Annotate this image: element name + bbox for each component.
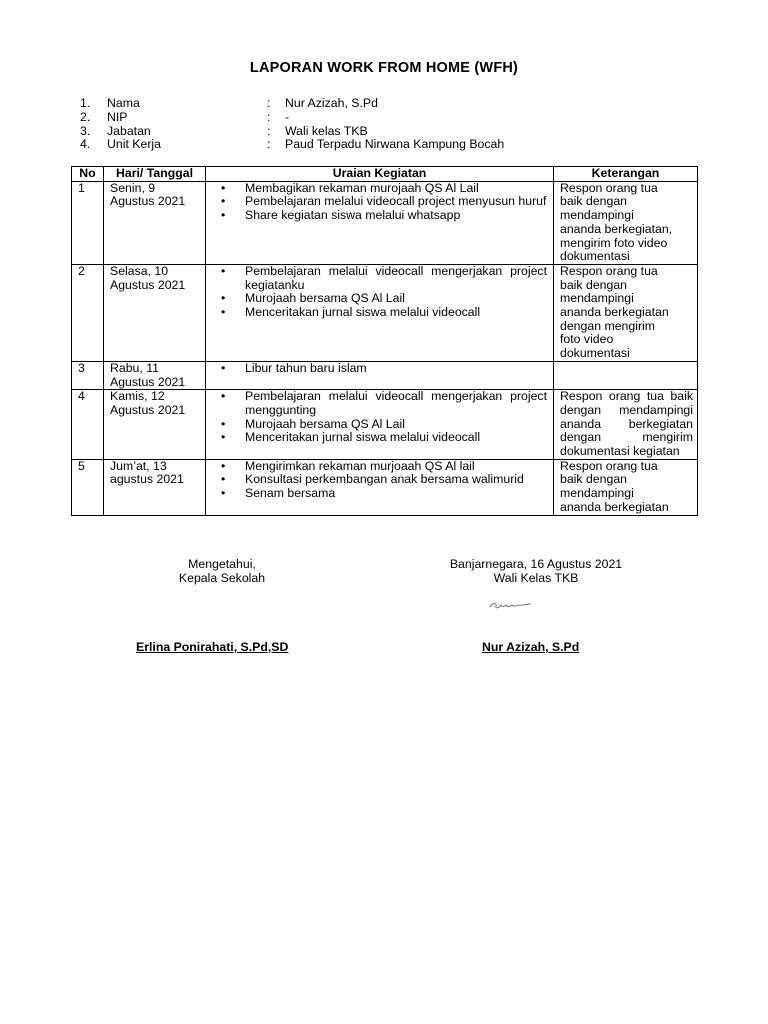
list-item: • Membagikan rekaman murojaah QS Al Lail bbox=[212, 182, 549, 196]
note-line: baik dengan bbox=[560, 472, 628, 487]
date-line: Agustus 2021 bbox=[110, 277, 186, 292]
identity-row-position bbox=[80, 125, 680, 139]
headmaster-title: Kepala Sekolah bbox=[178, 571, 266, 585]
row-day-date bbox=[104, 264, 206, 361]
list-item: • Libur tahun baru islam bbox=[212, 362, 549, 376]
row-number: 2 bbox=[72, 264, 104, 361]
day-line: Senin, 9 bbox=[110, 180, 156, 195]
row-number: 1 bbox=[72, 181, 104, 264]
row-notes bbox=[554, 390, 698, 460]
identity-label: Unit Kerja bbox=[107, 137, 161, 152]
row-notes bbox=[554, 459, 698, 515]
note-line: baik dengan bbox=[560, 194, 628, 209]
identity-value: Wali kelas TKB bbox=[285, 123, 368, 138]
list-item: • Pembelajaran melalui videocall project menyusun huruf bbox=[212, 195, 549, 209]
table-row bbox=[72, 361, 698, 389]
list-item: • Share kegiatan siswa melalui whatsapp bbox=[212, 209, 549, 223]
row-activities bbox=[206, 459, 554, 515]
day-line: Jum’at, 13 bbox=[110, 458, 167, 473]
row-notes bbox=[554, 181, 698, 264]
identity-separator: : bbox=[267, 109, 271, 124]
note-line: mendampingi bbox=[560, 486, 634, 501]
identity-row-work-unit bbox=[80, 138, 680, 152]
date-line: Agustus 2021 bbox=[110, 374, 186, 389]
list-item: • Murojaah bersama QS Al Lail bbox=[212, 418, 549, 432]
note-line: Respon orang tua bbox=[560, 458, 658, 473]
row-day-date bbox=[104, 361, 206, 389]
day-line: Selasa, 10 bbox=[110, 263, 169, 278]
acknowledged-label: Mengetahui, bbox=[188, 557, 256, 571]
signature-block-teacher bbox=[420, 558, 652, 586]
note-line: Respon orang tua baik dengan mendampingi ananda berkegiatan dengan mengirim dokumentasi kegiatan bbox=[560, 389, 693, 459]
table-row bbox=[72, 264, 698, 361]
identity-number: 1. bbox=[80, 96, 91, 110]
note-line: Respon orang tua bbox=[560, 263, 658, 278]
header-no: No bbox=[72, 167, 104, 182]
note-line: baik dengan bbox=[560, 277, 628, 292]
date-line: Agustus 2021 bbox=[110, 402, 186, 417]
note-line: foto video bbox=[560, 332, 614, 347]
activity-list bbox=[212, 390, 549, 445]
list-item: • Murojaah bersama QS Al Lail bbox=[212, 292, 549, 306]
identity-value: Nur Azizah, S.Pd bbox=[285, 96, 378, 110]
handwritten-signature-icon bbox=[487, 598, 537, 612]
document-title: LAPORAN WORK FROM HOME (WFH) bbox=[249, 60, 519, 76]
note-line: mengirim foto video bbox=[560, 235, 668, 250]
list-item: • Mengirimkan rekaman murjoaah QS Al lail bbox=[212, 460, 549, 474]
day-line: Rabu, 11 bbox=[110, 360, 159, 375]
table-row bbox=[72, 459, 698, 515]
teacher-title: Wali Kelas TKB bbox=[493, 571, 579, 585]
identity-row-nip bbox=[80, 111, 680, 125]
identity-label: Nama bbox=[107, 96, 140, 110]
identity-number: 3. bbox=[80, 123, 91, 138]
headmaster-name: Erlina Ponirahati, S.Pd,SD bbox=[136, 640, 289, 654]
row-notes bbox=[554, 361, 698, 389]
table-row bbox=[72, 181, 698, 264]
identity-number: 4. bbox=[80, 137, 91, 152]
note-line: mendampingi bbox=[560, 208, 634, 223]
list-item: • Menceritakan jurnal siswa melalui videocall bbox=[212, 306, 549, 320]
list-item: • Senam bersama bbox=[212, 487, 549, 501]
activity-list bbox=[212, 460, 549, 501]
note-line: dengan mengirim bbox=[560, 318, 656, 333]
row-activities bbox=[206, 264, 554, 361]
day-line: Kamis, 12 bbox=[110, 389, 165, 404]
note-line: dokumentasi bbox=[560, 346, 630, 361]
row-day-date bbox=[104, 459, 206, 515]
note-line: Respon orang tua bbox=[560, 180, 658, 195]
row-number: 3 bbox=[72, 361, 104, 389]
header-notes: Keterangan bbox=[554, 167, 698, 182]
header-day-date: Hari/ Tanggal bbox=[104, 167, 206, 182]
place-date: Banjarnegara, 16 Agustus 2021 bbox=[449, 557, 623, 571]
identity-separator: : bbox=[267, 137, 271, 152]
identity-separator: : bbox=[267, 123, 271, 138]
teacher-name: Nur Azizah, S.Pd bbox=[482, 640, 580, 654]
signature-block-headmaster bbox=[110, 558, 334, 586]
row-day-date bbox=[104, 181, 206, 264]
identity-number: 2. bbox=[80, 109, 91, 124]
identity-label: Jabatan bbox=[107, 123, 151, 138]
note-line: dokumentasi bbox=[560, 249, 630, 264]
list-item: • Menceritakan jurnal siswa melalui videocall bbox=[212, 431, 549, 445]
activity-list bbox=[212, 362, 549, 376]
note-line: ananda berkegiatan bbox=[560, 305, 669, 320]
table-header-row bbox=[72, 167, 698, 182]
row-number: 4 bbox=[72, 390, 104, 460]
row-day-date bbox=[104, 390, 206, 460]
activity-table bbox=[71, 166, 698, 516]
header-activity: Uraian Kegiatan bbox=[206, 167, 554, 182]
row-notes bbox=[554, 264, 698, 361]
identity-value: Paud Terpadu Nirwana Kampung Bocah bbox=[285, 137, 505, 152]
date-line: agustus 2021 bbox=[110, 472, 184, 487]
note-line: ananda berkegiatan bbox=[560, 499, 669, 514]
table-row bbox=[72, 390, 698, 460]
activity-list bbox=[212, 182, 549, 223]
identity-separator: : bbox=[267, 96, 271, 110]
list-item: • Konsultasi perkembangan anak bersama walimurid bbox=[212, 473, 549, 487]
identity-section bbox=[80, 97, 680, 152]
activity-list bbox=[212, 265, 549, 320]
note-line: mendampingi bbox=[560, 291, 634, 306]
identity-value: - bbox=[285, 109, 290, 124]
row-number: 5 bbox=[72, 459, 104, 515]
row-activities bbox=[206, 361, 554, 389]
date-line: Agustus 2021 bbox=[110, 194, 186, 209]
identity-row-name bbox=[80, 97, 680, 111]
identity-label: NIP bbox=[107, 109, 128, 124]
list-item: • Pembelajaran melalui videocall mengerjakan project menggunting bbox=[212, 390, 549, 417]
list-item: • Pembelajaran melalui videocall mengerjakan project kegiatanku bbox=[212, 265, 549, 292]
note-line: ananda berkegiatan, bbox=[560, 221, 673, 236]
row-activities bbox=[206, 390, 554, 460]
row-activities bbox=[206, 181, 554, 264]
